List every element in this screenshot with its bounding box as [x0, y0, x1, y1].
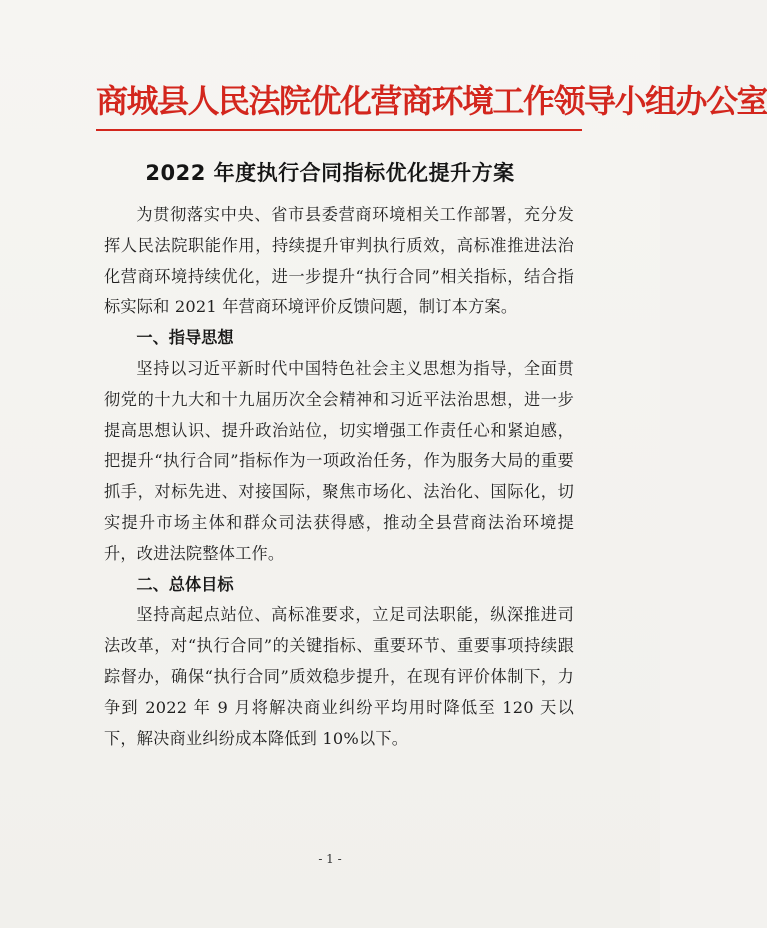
section-heading-guiding-ideology: 一、指导思想: [136, 328, 234, 348]
document-title: 2022 年度执行合同指标优化提升方案: [145, 161, 515, 185]
intro-paragraph: 为贯彻落实中央、省市县委营商环境相关工作部署，充分发挥人民法院职能作用，持续提升审判执行质效，高标准推进法治化营商环境持续优化，进一步提升“执行合同”相关指标，结合指标实际和 2021 年营商环境评价反馈问题，制订本方案。: [104, 205, 574, 317]
page-number: - 1 -: [318, 852, 342, 866]
section-heading-overall-goal: 二、总体目标: [136, 574, 234, 594]
letterhead-red-rule: [96, 129, 582, 131]
letterhead-org-name: 商城县人民法院优化营商环境工作领导小组办公室: [96, 82, 767, 120]
section-paragraph-guiding-ideology: 坚持以习近平新时代中国特色社会主义思想为指导，全面贯彻党的十九大和十九届历次全会精神和习近平法治思想，进一步提高思想认识、提升政治站位，切实增强工作责任心和紧迫感，把提升“执行合同”指标作为一项政治任务，作为服务大局的重要抓手，对标先进、对接国际，聚焦市场化、法治化、国际化，切实提升市场主体和群众司法获得感，推动全县营商法治环境提升，改进法院整体工作。: [104, 358, 574, 563]
document-body: [104, 200, 574, 754]
section-paragraph-overall-goal: 坚持高起点站位、高标准要求，立足司法职能，纵深推进司法改革，对“执行合同”的关键指标、重要环节、重要事项持续跟踪督办，确保“执行合同”质效稳步提升，在现有评价体制下，力争到 2022 年 9 月将解决商业纠纷平均用时降低至 120 天以下，解决商业纠纷成本降低到 10%以下。: [104, 605, 574, 748]
